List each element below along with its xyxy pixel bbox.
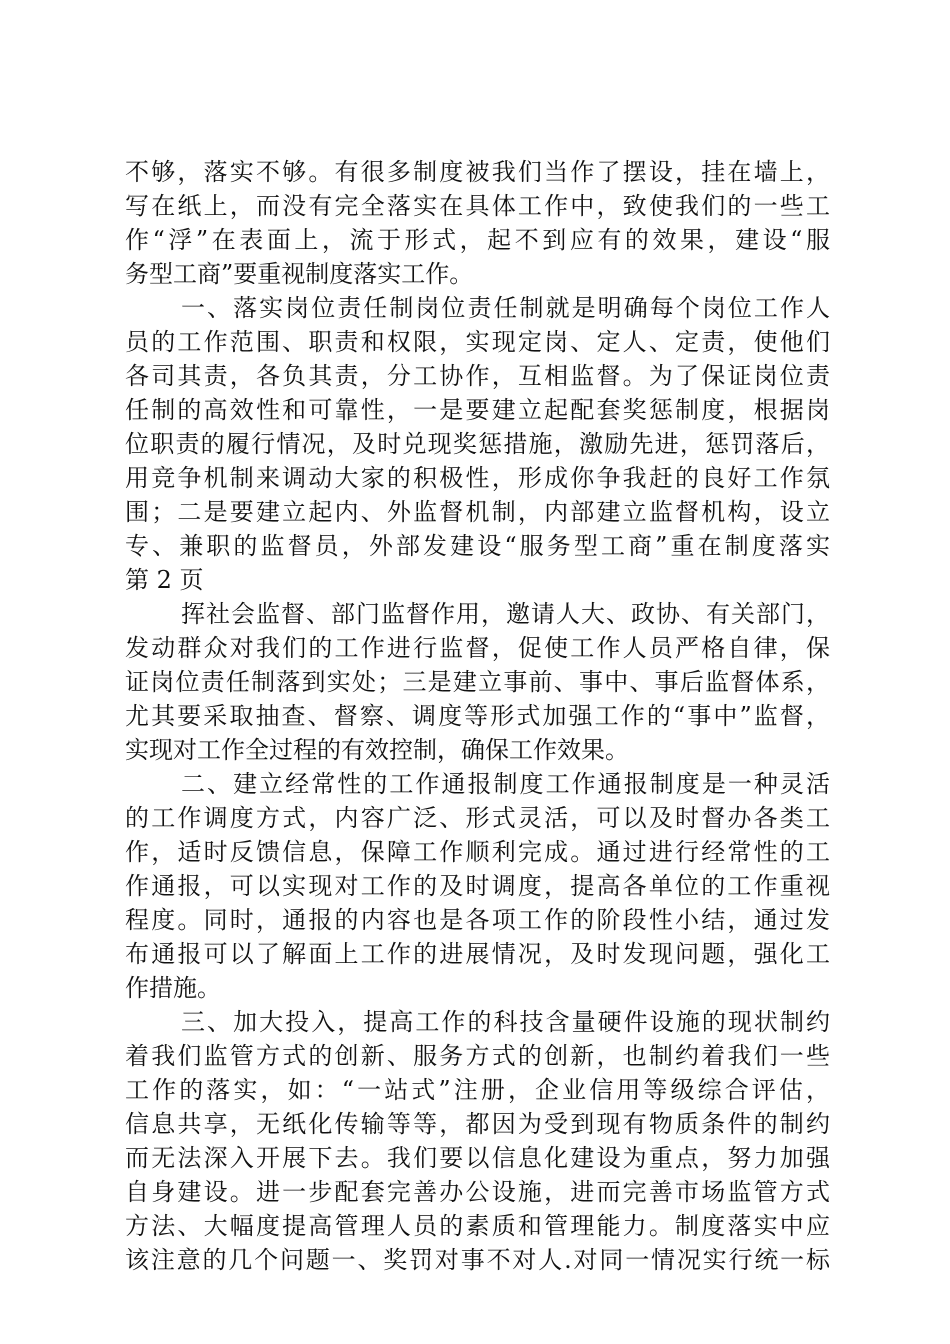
text-line: 的工作调度方式，内容广泛、形式灵活，可以及时督办各类工 xyxy=(125,804,830,832)
text-line: 任制的高效性和可靠性，一是要建立起配套奖惩制度，根据岗 xyxy=(125,396,830,424)
text-line: 用竞争机制来调动大家的积极性，形成你争我赶的良好工作氛 xyxy=(125,464,830,492)
text-line: 信息共享，无纸化传输等等，都因为受到现有物质条件的制约 xyxy=(125,1110,830,1138)
text-line: 不够，落实不够。有很多制度被我们当作了摆设，挂在墙上， xyxy=(125,158,830,186)
text-line: 布通报可以了解面上工作的进展情况，及时发现问题，强化工 xyxy=(125,940,830,968)
text-line: 一、落实岗位责任制岗位责任制就是明确每个岗位工作人 xyxy=(181,294,830,322)
text-line: 各司其责，各负其责，分工协作，互相监督。为了保证岗位责 xyxy=(125,362,830,390)
text-line: 挥社会监督、部门监督作用，邀请人大、政协、有关部门， xyxy=(181,600,830,628)
text-line: 着我们监管方式的创新、服务方式的创新，也制约着我们一些 xyxy=(125,1042,830,1070)
text-line: 三、加大投入，提高工作的科技含量硬件设施的现状制约 xyxy=(181,1008,830,1036)
text-line: 作措施。 xyxy=(125,974,221,1002)
document-body xyxy=(125,155,830,1277)
text-line: 作，适时反馈信息，保障工作顺利完成。通过进行经常性的工 xyxy=(125,838,830,866)
text-line: 作“浮”在表面上，流于形式，起不到应有的效果，建设“服 xyxy=(125,226,830,254)
text-line: 该注意的几个问题一、奖罚对事不对人.对同一情况实行统一标 xyxy=(125,1246,830,1274)
text-line: 而无法深入开展下去。我们要以信息化建设为重点，努力加强 xyxy=(125,1144,830,1172)
text-line: 写在纸上，而没有完全落实在具体工作中，致使我们的一些工 xyxy=(125,192,830,220)
text-line: 作通报，可以实现对工作的及时调度，提高各单位的工作重视 xyxy=(125,872,830,900)
text-line: 实现对工作全过程的有效控制，确保工作效果。 xyxy=(125,736,629,764)
text-line: 位职责的履行情况，及时兑现奖惩措施，激励先进，惩罚落后， xyxy=(125,430,830,458)
text-line: 专、兼职的监督员，外部发建设“服务型工商”重在制度落实 xyxy=(125,532,830,560)
text-line: 程度。同时，通报的内容也是各项工作的阶段性小结，通过发 xyxy=(125,906,830,934)
text-line: 方法、大幅度提高管理人员的素质和管理能力。制度落实中应 xyxy=(125,1212,830,1240)
text-line: 务型工商”要重视制度落实工作。 xyxy=(125,260,474,288)
text-line: 工作的落实，如：“一站式”注册，企业信用等级综合评估， xyxy=(125,1076,830,1104)
page-number-line: 第 2 页 xyxy=(125,566,204,594)
text-line: 员的工作范围、职责和权限，实现定岗、定人、定责，使他们 xyxy=(125,328,830,356)
text-line: 自身建设。进一步配套完善办公设施，进而完善市场监管方式 xyxy=(125,1178,830,1206)
text-line: 证岗位责任制落到实处；三是建立事前、事中、事后监督体系， xyxy=(125,668,830,696)
text-line: 围；二是要建立起内、外监督机制，内部建立监督机构，设立 xyxy=(125,498,830,526)
text-line: 尤其要采取抽查、督察、调度等形式加强工作的“事中”监督， xyxy=(125,702,830,730)
text-line: 二、建立经常性的工作通报制度工作通报制度是一种灵活 xyxy=(181,770,830,798)
text-line: 发动群众对我们的工作进行监督，促使工作人员严格自律，保 xyxy=(125,634,830,662)
